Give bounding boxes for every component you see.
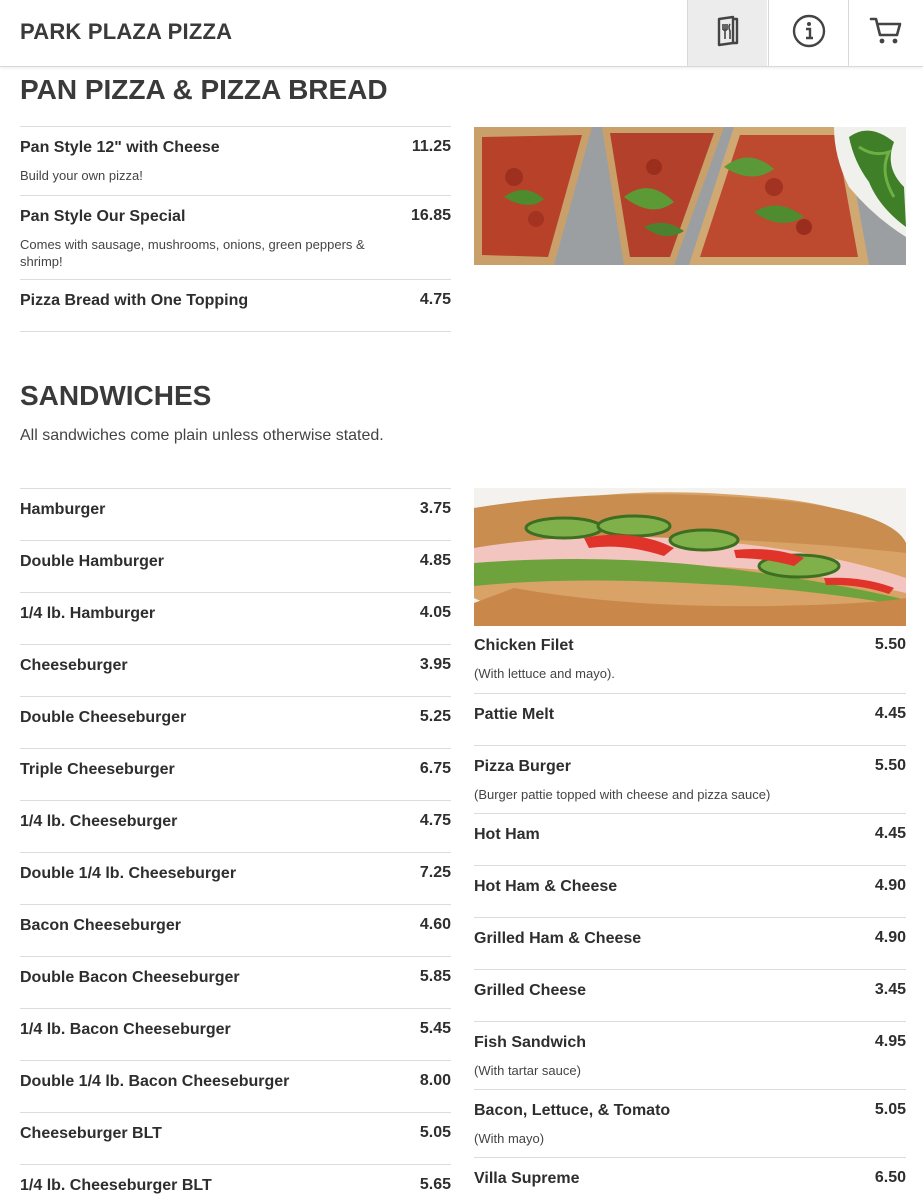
- item-name: Grilled Cheese: [474, 982, 587, 999]
- cart-button[interactable]: [848, 0, 923, 66]
- menu-item[interactable]: [20, 1112, 451, 1164]
- item-price: 3.75: [419, 500, 451, 517]
- item-price: 4.90: [874, 929, 906, 946]
- menu-item[interactable]: [20, 540, 451, 592]
- menu-item[interactable]: [20, 1164, 451, 1200]
- item-price: 4.75: [419, 812, 451, 829]
- item-description: (With mayo): [474, 1131, 545, 1146]
- item-price: 6.75: [419, 760, 451, 777]
- menu-item[interactable]: [20, 748, 451, 800]
- item-name: Villa Supreme: [474, 1170, 580, 1187]
- item-price: 4.75: [419, 291, 451, 308]
- info-button[interactable]: [768, 0, 848, 66]
- item-name: Cheeseburger: [20, 657, 128, 674]
- item-price: 3.45: [874, 981, 906, 998]
- menu-item[interactable]: [20, 1008, 451, 1060]
- section-note: All sandwiches come plain unless otherwise stated.: [20, 427, 384, 444]
- menu-item[interactable]: [474, 917, 906, 969]
- menu-item[interactable]: [20, 195, 451, 279]
- item-price: 5.65: [419, 1176, 451, 1193]
- item-name: Cheeseburger BLT: [20, 1125, 162, 1142]
- item-name: Pizza Bread with One Topping: [20, 292, 249, 309]
- menu-item[interactable]: [474, 625, 906, 693]
- menu-item[interactable]: [474, 1089, 906, 1157]
- menu-item[interactable]: [474, 1157, 906, 1200]
- app-header: [0, 0, 923, 67]
- menu-item[interactable]: [474, 745, 906, 813]
- item-price: 4.95: [874, 1033, 906, 1050]
- item-price: 4.45: [874, 705, 906, 722]
- item-name: Pan Style 12" with Cheese: [20, 139, 220, 156]
- item-price: 5.50: [874, 636, 906, 653]
- item-name: Bacon, Lettuce, & Tomato: [474, 1102, 671, 1119]
- item-name: Fish Sandwich: [474, 1034, 587, 1051]
- item-name: Double 1/4 lb. Bacon Cheeseburger: [20, 1073, 290, 1090]
- item-name: Pizza Burger: [474, 758, 571, 775]
- item-price: 5.05: [419, 1124, 451, 1141]
- item-price: 4.60: [419, 916, 451, 933]
- menu-item[interactable]: [20, 956, 451, 1008]
- cart-icon: [869, 16, 903, 51]
- item-price: 5.05: [874, 1101, 906, 1118]
- menu-item[interactable]: [20, 1060, 451, 1112]
- item-price: 5.50: [874, 757, 906, 774]
- menu-button[interactable]: [687, 0, 767, 66]
- menu-item[interactable]: [20, 126, 451, 195]
- item-price: 16.85: [410, 207, 451, 224]
- menu-item[interactable]: [20, 696, 451, 748]
- menu-item[interactable]: [20, 852, 451, 904]
- sandwich-photo: [474, 488, 906, 626]
- item-price: 4.45: [874, 825, 906, 842]
- menu-item[interactable]: [20, 592, 451, 644]
- menu-item[interactable]: [474, 693, 906, 745]
- info-icon: [792, 14, 826, 53]
- item-name: Double Cheeseburger: [20, 709, 187, 726]
- item-price: 4.85: [419, 552, 451, 569]
- item-price: 7.25: [419, 864, 451, 881]
- section-title-sandwiches: SANDWICHES: [20, 380, 212, 411]
- item-name: 1/4 lb. Cheeseburger: [20, 813, 178, 830]
- divider: [20, 331, 451, 332]
- item-name: Double 1/4 lb. Cheeseburger: [20, 865, 237, 882]
- menu-item[interactable]: [20, 488, 451, 540]
- item-name: Bacon Cheeseburger: [20, 917, 181, 934]
- item-name: Pattie Melt: [474, 706, 555, 723]
- item-name: Chicken Filet: [474, 637, 574, 654]
- item-name: 1/4 lb. Bacon Cheeseburger: [20, 1021, 231, 1038]
- item-name: Hot Ham: [474, 826, 540, 843]
- item-price: 4.05: [419, 604, 451, 621]
- item-name: Grilled Ham & Cheese: [474, 930, 642, 947]
- item-price: 5.45: [419, 1020, 451, 1037]
- item-price: 4.90: [874, 877, 906, 894]
- item-price: 5.85: [419, 968, 451, 985]
- item-price: 5.25: [419, 708, 451, 725]
- item-price: 11.25: [411, 138, 451, 155]
- item-description: (With lettuce and mayo).: [474, 666, 615, 681]
- item-price: 6.50: [874, 1169, 906, 1186]
- item-price: 8.00: [419, 1072, 451, 1089]
- menu-item[interactable]: [20, 279, 451, 331]
- menu-item[interactable]: [20, 904, 451, 956]
- item-description: Comes with sausage, mushrooms, onions, green peppers & shrimp!: [20, 237, 365, 269]
- pizza-photo: [474, 127, 906, 265]
- menu-item[interactable]: [474, 969, 906, 1021]
- item-description: (With tartar sauce): [474, 1063, 581, 1078]
- restaurant-title: PARK PLAZA PIZZA: [20, 19, 233, 44]
- item-name: 1/4 lb. Cheeseburger BLT: [20, 1177, 212, 1194]
- item-name: Hamburger: [20, 501, 106, 518]
- menu-item[interactable]: [474, 813, 906, 865]
- menu-item[interactable]: [474, 865, 906, 917]
- item-price: 3.95: [419, 656, 451, 673]
- item-name: Double Hamburger: [20, 553, 165, 570]
- menu-item[interactable]: [20, 800, 451, 852]
- section-title-pizza: PAN PIZZA & PIZZA BREAD: [20, 74, 388, 105]
- item-name: Hot Ham & Cheese: [474, 878, 618, 895]
- menu-item[interactable]: [474, 1021, 906, 1089]
- item-name: Triple Cheeseburger: [20, 761, 175, 778]
- menu-book-icon: [713, 15, 743, 52]
- item-description: Build your own pizza!: [20, 168, 143, 183]
- item-name: 1/4 lb. Hamburger: [20, 605, 156, 622]
- item-description: (Burger pattie topped with cheese and pizza sauce): [474, 787, 771, 802]
- item-name: Pan Style Our Special: [20, 208, 186, 225]
- menu-item[interactable]: [20, 644, 451, 696]
- item-name: Double Bacon Cheeseburger: [20, 969, 240, 986]
